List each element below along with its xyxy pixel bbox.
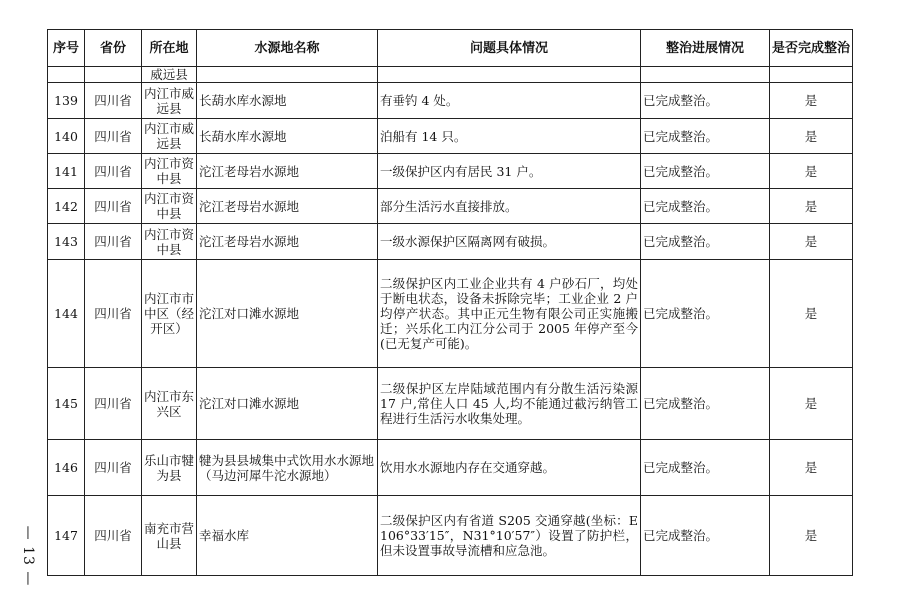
cell-source-name: 长葫水库水源地 [197, 83, 378, 119]
table-row [48, 224, 853, 260]
cell-no: 147 [48, 496, 85, 576]
table-row [48, 189, 853, 224]
header-no: 序号 [48, 30, 85, 67]
cell-province: 四川省 [85, 154, 142, 189]
cell-location: 内江市资中县 [142, 189, 197, 224]
cell-no: 145 [48, 368, 85, 440]
cell-location: 内江市资中县 [142, 224, 197, 260]
table-row [48, 119, 853, 154]
cell-problem: 二级保护区左岸陆域范围内有分散生活污染源 17 户,常住人口 45 人,均不能通过截污纳管工程进行生活污水收集处理。 [378, 368, 641, 440]
header-problem: 问题具体情况 [378, 30, 641, 67]
cell-problem: 二级保护区内有省道 S205 交通穿越(坐标：E106°33′15″，N31°10′57″）设置了防护栏，但未设置事故导流槽和应急池。 [378, 496, 641, 576]
cell-source-name: 沱江老母岩水源地 [197, 224, 378, 260]
cell-location: 内江市威远县 [142, 83, 197, 119]
cell-no: 140 [48, 119, 85, 154]
cell-done: 是 [770, 83, 853, 119]
cell-source-name: 长葫水库水源地 [197, 119, 378, 154]
cell-province: 四川省 [85, 496, 142, 576]
cell-province: 四川省 [85, 119, 142, 154]
cell-province: 四川省 [85, 224, 142, 260]
cell-location: 乐山市犍为县 [142, 440, 197, 496]
page-number-text: — 13 — [20, 525, 36, 587]
cell-province: 四川省 [85, 189, 142, 224]
cell-progress: 已完成整治。 [641, 189, 770, 224]
cell-province: 四川省 [85, 260, 142, 368]
cell-source-name: 幸福水库 [197, 496, 378, 576]
cell-done: 是 [770, 119, 853, 154]
header-source-name: 水源地名称 [197, 30, 378, 67]
cell-done: 是 [770, 368, 853, 440]
cell-location: 内江市威远县 [142, 119, 197, 154]
cell-problem: 泊船有 14 只。 [378, 119, 641, 154]
cell [85, 67, 142, 83]
cell-no: 146 [48, 440, 85, 496]
table-row [48, 496, 853, 576]
cell [48, 67, 85, 83]
cell-source-name: 沱江对口滩水源地 [197, 260, 378, 368]
cell-done: 是 [770, 496, 853, 576]
cell-no: 139 [48, 83, 85, 119]
cell-progress: 已完成整治。 [641, 496, 770, 576]
table-header-row [48, 30, 853, 67]
cell-progress: 已完成整治。 [641, 224, 770, 260]
cell-no: 143 [48, 224, 85, 260]
cell-problem: 饮用水水源地内存在交通穿越。 [378, 440, 641, 496]
header-province: 省份 [85, 30, 142, 67]
header-location: 所在地 [142, 30, 197, 67]
page-number [6, 498, 46, 587]
table-row [48, 440, 853, 496]
header-done: 是否完成整治 [770, 30, 853, 67]
cell-location: 内江市市中区（经开区） [142, 260, 197, 368]
cell-done: 是 [770, 224, 853, 260]
header-progress: 整治进展情况 [641, 30, 770, 67]
cell-done: 是 [770, 260, 853, 368]
cell-problem: 部分生活污水直接排放。 [378, 189, 641, 224]
table-row [48, 154, 853, 189]
cell [378, 67, 641, 83]
cell-problem: 一级水源保护区隔离网有破损。 [378, 224, 641, 260]
cell-province: 四川省 [85, 83, 142, 119]
cell-progress: 已完成整治。 [641, 83, 770, 119]
cell-no: 142 [48, 189, 85, 224]
table-row [48, 368, 853, 440]
cell-source-name: 沱江老母岩水源地 [197, 189, 378, 224]
cell-progress: 已完成整治。 [641, 260, 770, 368]
cell-source-name: 沱江老母岩水源地 [197, 154, 378, 189]
rectification-table [47, 29, 853, 576]
cell [641, 67, 770, 83]
cell-progress: 已完成整治。 [641, 368, 770, 440]
table-row [48, 83, 853, 119]
cell-problem: 一级保护区内有居民 31 户。 [378, 154, 641, 189]
cell-location: 威远县 [142, 67, 197, 83]
cell-location: 内江市东兴区 [142, 368, 197, 440]
cell-done: 是 [770, 154, 853, 189]
cell-source-name: 犍为县县城集中式饮用水水源地（马边河犀牛沱水源地） [197, 440, 378, 496]
cell-progress: 已完成整治。 [641, 440, 770, 496]
table-row [48, 260, 853, 368]
continued-row [48, 67, 853, 83]
cell [197, 67, 378, 83]
cell-progress: 已完成整治。 [641, 119, 770, 154]
cell-location: 内江市资中县 [142, 154, 197, 189]
cell-province: 四川省 [85, 368, 142, 440]
cell-no: 144 [48, 260, 85, 368]
cell-source-name: 沱江对口滩水源地 [197, 368, 378, 440]
cell [770, 67, 853, 83]
cell-done: 是 [770, 440, 853, 496]
cell-location: 南充市营山县 [142, 496, 197, 576]
cell-problem: 有垂钓 4 处。 [378, 83, 641, 119]
cell-progress: 已完成整治。 [641, 154, 770, 189]
cell-problem: 二级保护区内工业企业共有 4 户砂石厂，均处于断电状态，设备未拆除完毕；工业企业 2 户均停产状态。其中正元生物有限公司正实施搬迁；兴乐化工内江分公司于 2005 年停产至今(已无复产可能)。 [378, 260, 641, 368]
cell-province: 四川省 [85, 440, 142, 496]
cell-done: 是 [770, 189, 853, 224]
cell-no: 141 [48, 154, 85, 189]
